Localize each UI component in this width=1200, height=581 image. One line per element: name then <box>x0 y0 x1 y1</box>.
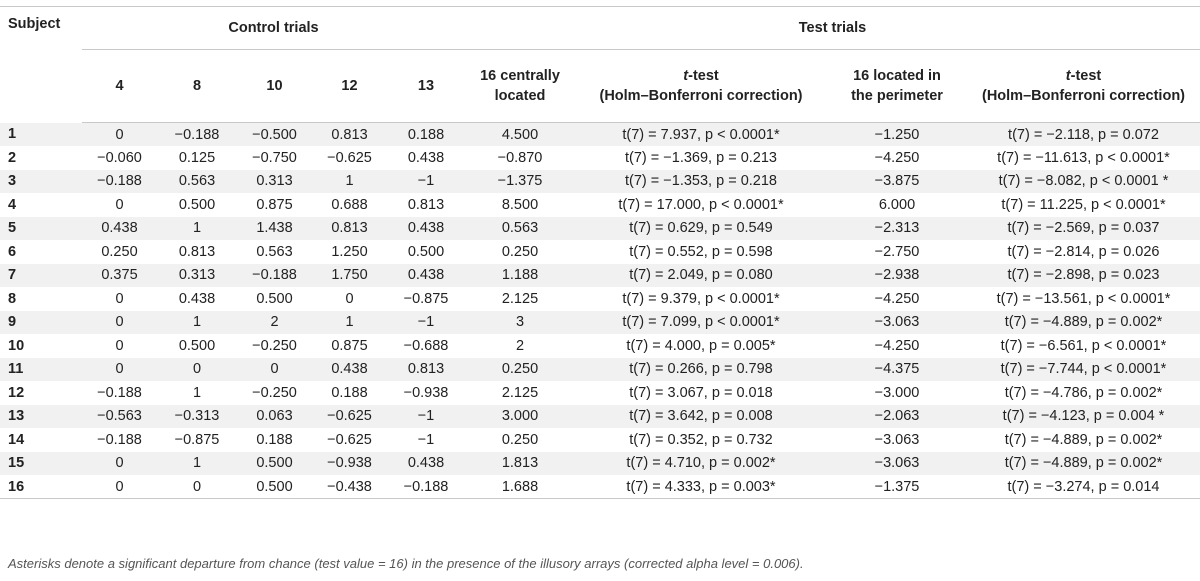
cell-t-perimeter: t(7) = −2.814, p = 0.026 <box>1007 243 1160 260</box>
cell-c12: 1 <box>312 170 387 194</box>
cell-subject: 4 <box>8 196 17 213</box>
col-header-10: 10 <box>237 50 312 123</box>
col-header-12: 12 <box>312 50 387 123</box>
cell-central: −1.375 <box>465 170 575 194</box>
cell-perimeter: −4.250 <box>874 337 920 354</box>
cell-c8: 1 <box>157 217 237 241</box>
cell-t-perimeter: t(7) = −2.118, p = 0.072 <box>967 123 1200 147</box>
cell-c8: 0.500 <box>178 337 216 354</box>
cell-t-central: t(7) = 7.937, p < 0.0001* <box>575 123 827 147</box>
cell-c4: 0 <box>82 123 157 147</box>
cell-c8: 1 <box>157 311 237 335</box>
table-row <box>0 146 1200 170</box>
cell-c10: −0.500 <box>237 123 312 147</box>
ttest-perimeter-t: t <box>1065 68 1071 84</box>
cell-t-perimeter: t(7) = −4.889, p = 0.002* <box>967 311 1200 335</box>
cell-c4: −0.188 <box>82 170 157 194</box>
cell-t-central: t(7) = 9.379, p < 0.0001* <box>622 290 780 307</box>
cell-t-perimeter: t(7) = −4.889, p = 0.002* <box>967 452 1200 476</box>
cell-c12: −0.625 <box>327 431 372 448</box>
cell-subject: 3 <box>0 170 82 194</box>
cell-c10: 1.438 <box>237 217 312 241</box>
cell-c10: −0.250 <box>252 384 297 401</box>
cell-c12: 0.188 <box>331 384 368 401</box>
cell-t-perimeter: t(7) = −4.786, p = 0.002* <box>1004 384 1163 401</box>
cell-perimeter: −3.063 <box>827 311 967 335</box>
cell-central: 8.500 <box>501 196 539 213</box>
central-header-line1: 16 centrally <box>480 68 560 84</box>
cell-subject: 2 <box>8 149 17 166</box>
results-table <box>0 6 1200 499</box>
cell-c13: −1 <box>417 431 435 448</box>
cell-c4: 0 <box>115 337 124 354</box>
cell-t-central: t(7) = 4.000, p = 0.005* <box>626 337 776 354</box>
cell-central: 2 <box>515 337 525 354</box>
cell-central: 4.500 <box>465 123 575 147</box>
cell-perimeter: −2.938 <box>827 264 967 288</box>
col-header-ttest-perimeter <box>967 50 1200 123</box>
cell-c4: 0.375 <box>82 264 157 288</box>
cell-t-perimeter: t(7) = −8.082, p < 0.0001 * <box>967 170 1200 194</box>
cell-subject: 9 <box>0 311 82 335</box>
cell-c10: 2 <box>237 311 312 335</box>
cell-perimeter: −3.063 <box>827 452 967 476</box>
cell-t-perimeter: t(7) = −11.613, p < 0.0001* <box>997 149 1170 166</box>
cell-c10: 0.563 <box>256 243 293 260</box>
perimeter-header-line1: 16 located in <box>853 68 941 84</box>
table-row <box>0 452 1200 476</box>
cell-c10: 0.500 <box>256 290 293 307</box>
cell-subject: 14 <box>8 431 25 448</box>
cell-c8: −0.875 <box>174 431 220 448</box>
cell-c12: −0.438 <box>312 475 387 499</box>
cell-c13: −0.688 <box>403 337 449 354</box>
cell-t-perimeter: t(7) = 11.225, p < 0.0001* <box>1001 196 1166 213</box>
cell-t-perimeter: t(7) = −6.561, p < 0.0001* <box>1000 337 1167 354</box>
cell-t-perimeter: t(7) = −4.123, p = 0.004 * <box>967 405 1200 429</box>
cell-central: 1.688 <box>465 475 575 499</box>
cell-c4: 0 <box>115 196 124 213</box>
cell-central: 1.188 <box>465 264 575 288</box>
table-row <box>0 240 1200 264</box>
cell-c10: 0 <box>237 358 312 382</box>
col-header-13: 13 <box>387 50 465 123</box>
cell-c12: −0.625 <box>327 149 372 166</box>
cell-c13: −0.188 <box>387 475 465 499</box>
cell-c4: 0 <box>115 290 124 307</box>
cell-c4: 0 <box>82 358 157 382</box>
cell-c8: 0 <box>157 475 237 499</box>
cell-central: 0.563 <box>465 217 575 241</box>
table-row <box>0 217 1200 241</box>
table-row <box>0 475 1200 499</box>
cell-c8: −0.313 <box>157 405 237 429</box>
cell-t-central: t(7) = 0.266, p = 0.798 <box>575 358 827 382</box>
cell-c10: 0.188 <box>256 431 293 448</box>
table-body <box>0 123 1200 499</box>
cell-subject: 1 <box>0 123 82 147</box>
ttest-perimeter-rest: -test <box>1070 68 1102 84</box>
table-row <box>0 287 1200 311</box>
cell-central: 0.250 <box>501 243 539 260</box>
cell-t-perimeter: t(7) = −4.889, p = 0.002* <box>1004 431 1163 448</box>
subject-header: Subject <box>8 16 61 32</box>
cell-central: 0.250 <box>465 358 575 382</box>
cell-c13: 0.438 <box>387 452 465 476</box>
table-row <box>0 334 1200 358</box>
cell-perimeter: −3.875 <box>827 170 967 194</box>
header-group-row <box>0 7 1200 50</box>
ttest-central-rest: -test <box>688 68 719 84</box>
cell-perimeter: 6.000 <box>878 196 916 213</box>
cell-c10: −0.750 <box>252 149 297 166</box>
cell-subject: 8 <box>8 290 17 307</box>
control-trials-header: Control trials <box>82 7 465 50</box>
cell-t-perimeter: t(7) = −2.898, p = 0.023 <box>967 264 1200 288</box>
cell-c12: −0.938 <box>312 452 387 476</box>
cell-c12: 1 <box>312 311 387 335</box>
cell-c13: −1 <box>387 311 465 335</box>
cell-t-central: t(7) = 0.552, p = 0.598 <box>629 243 773 260</box>
cell-c4: −0.188 <box>97 384 142 401</box>
cell-subject: 5 <box>0 217 82 241</box>
cell-t-perimeter: t(7) = −13.561, p < 0.0001* <box>996 290 1171 307</box>
cell-t-central: t(7) = 4.333, p = 0.003* <box>575 475 827 499</box>
cell-c12: 0.688 <box>331 196 368 213</box>
cell-c12: 1.250 <box>331 243 368 260</box>
table-row <box>0 193 1200 217</box>
cell-perimeter: −4.375 <box>827 358 967 382</box>
ttest-central-t: t <box>683 68 689 84</box>
cell-t-central: t(7) = 4.710, p = 0.002* <box>575 452 827 476</box>
cell-c13: 0.500 <box>407 243 445 260</box>
cell-c13: 0.188 <box>387 123 465 147</box>
cell-c8: 0.563 <box>157 170 237 194</box>
cell-c13: 0.438 <box>387 217 465 241</box>
cell-central: 3.000 <box>465 405 575 429</box>
cell-c12: 0.813 <box>312 217 387 241</box>
table-row <box>0 170 1200 194</box>
cell-c8: 0.500 <box>178 196 216 213</box>
cell-t-central: t(7) = 3.642, p = 0.008 <box>575 405 827 429</box>
cell-perimeter: −4.250 <box>874 149 920 166</box>
cell-perimeter: −2.750 <box>874 243 920 260</box>
table-row <box>0 405 1200 429</box>
cell-c13: −0.875 <box>403 290 449 307</box>
cell-c13: 0.438 <box>387 264 465 288</box>
col-header-central <box>465 50 575 123</box>
cell-central: 3 <box>465 311 575 335</box>
cell-subject: 13 <box>0 405 82 429</box>
cell-c8: 0.125 <box>178 149 216 166</box>
cell-c8: 0.813 <box>178 243 216 260</box>
cell-subject: 15 <box>0 452 82 476</box>
cell-c4: 0.438 <box>82 217 157 241</box>
cell-c4: 0 <box>82 475 157 499</box>
cell-c10: −0.250 <box>252 337 297 354</box>
col-header-ttest-central <box>575 50 827 123</box>
table-row <box>0 123 1200 147</box>
cell-c12: 0.438 <box>312 358 387 382</box>
cell-t-central: t(7) = 3.067, p = 0.018 <box>629 384 773 401</box>
cell-c8: 0 <box>157 358 237 382</box>
cell-c12: 0.875 <box>331 337 368 354</box>
cell-c8: 0.313 <box>157 264 237 288</box>
cell-perimeter: −3.000 <box>874 384 920 401</box>
cell-t-central: t(7) = 2.049, p = 0.080 <box>575 264 827 288</box>
cell-c12: −0.625 <box>312 405 387 429</box>
cell-subject: 16 <box>0 475 82 499</box>
cell-c10: 0.875 <box>256 196 293 213</box>
col-header-4: 4 <box>82 50 157 123</box>
ttest-central-line2: (Holm–Bonferroni correction) <box>599 88 803 104</box>
cell-t-central: t(7) = −1.353, p = 0.218 <box>575 170 827 194</box>
cell-subject: 10 <box>8 337 25 354</box>
cell-c13: −1 <box>387 170 465 194</box>
cell-c13: 0.438 <box>407 149 445 166</box>
cell-c4: 0.250 <box>101 243 138 260</box>
cell-c4: −0.563 <box>82 405 157 429</box>
cell-c8: −0.188 <box>157 123 237 147</box>
cell-t-central: t(7) = 7.099, p < 0.0001* <box>575 311 827 335</box>
cell-t-perimeter: t(7) = −3.274, p = 0.014 <box>967 475 1200 499</box>
cell-central: −0.870 <box>497 149 543 166</box>
cell-c10: 0.500 <box>237 475 312 499</box>
cell-perimeter: −1.375 <box>827 475 967 499</box>
cell-t-central: t(7) = 0.352, p = 0.732 <box>629 431 773 448</box>
cell-c10: 0.063 <box>237 405 312 429</box>
cell-central: 2.125 <box>501 290 539 307</box>
cell-perimeter: −2.063 <box>827 405 967 429</box>
cell-c12: 0 <box>345 290 354 307</box>
cell-t-perimeter: t(7) = −2.569, p = 0.037 <box>967 217 1200 241</box>
col-header-8: 8 <box>157 50 237 123</box>
table-row <box>0 428 1200 452</box>
cell-central: 1.813 <box>465 452 575 476</box>
cell-subject: 12 <box>8 384 25 401</box>
cell-t-central: t(7) = −1.369, p = 0.213 <box>625 149 777 166</box>
cell-perimeter: −1.250 <box>827 123 967 147</box>
cell-c12: 0.813 <box>312 123 387 147</box>
table-footnote: Asterisks denote a significant departure from chance (test value = 16) in the presence of the illusory arrays (corrected alpha level = 0.006). <box>8 556 804 571</box>
cell-c8: 1 <box>192 384 202 401</box>
perimeter-header-line2: the perimeter <box>851 88 943 104</box>
cell-c13: −0.938 <box>403 384 449 401</box>
col-header-perimeter <box>827 50 967 123</box>
cell-c10: 0.500 <box>237 452 312 476</box>
cell-perimeter: −3.063 <box>874 431 920 448</box>
cell-perimeter: −4.250 <box>874 290 920 307</box>
cell-c4: 0 <box>82 452 157 476</box>
cell-c4: −0.188 <box>97 431 142 448</box>
cell-c12: 1.750 <box>312 264 387 288</box>
cell-central: 0.250 <box>501 431 539 448</box>
cell-c4: 0 <box>82 311 157 335</box>
cell-subject: 7 <box>0 264 82 288</box>
cell-c13: 0.813 <box>407 196 445 213</box>
header-column-row <box>0 50 1200 123</box>
test-trials-header: Test trials <box>465 7 1200 50</box>
table-row <box>0 381 1200 405</box>
cell-subject: 11 <box>0 358 82 382</box>
cell-c10: −0.188 <box>237 264 312 288</box>
cell-c8: 0.438 <box>178 290 216 307</box>
central-header-line2: located <box>494 88 546 104</box>
cell-t-perimeter: t(7) = −7.744, p < 0.0001* <box>967 358 1200 382</box>
cell-perimeter: −2.313 <box>827 217 967 241</box>
cell-c8: 1 <box>157 452 237 476</box>
cell-central: 2.125 <box>501 384 539 401</box>
cell-c10: 0.313 <box>237 170 312 194</box>
cell-c4: −0.060 <box>97 149 142 166</box>
table-row <box>0 264 1200 288</box>
cell-c13: 0.813 <box>387 358 465 382</box>
table-row <box>0 311 1200 335</box>
cell-t-central: t(7) = 0.629, p = 0.549 <box>575 217 827 241</box>
ttest-perimeter-line2: (Holm–Bonferroni correction) <box>981 88 1185 104</box>
table-row <box>0 358 1200 382</box>
cell-t-central: t(7) = 17.000, p < 0.0001* <box>618 196 784 213</box>
cell-subject: 6 <box>8 243 17 260</box>
cell-c13: −1 <box>387 405 465 429</box>
